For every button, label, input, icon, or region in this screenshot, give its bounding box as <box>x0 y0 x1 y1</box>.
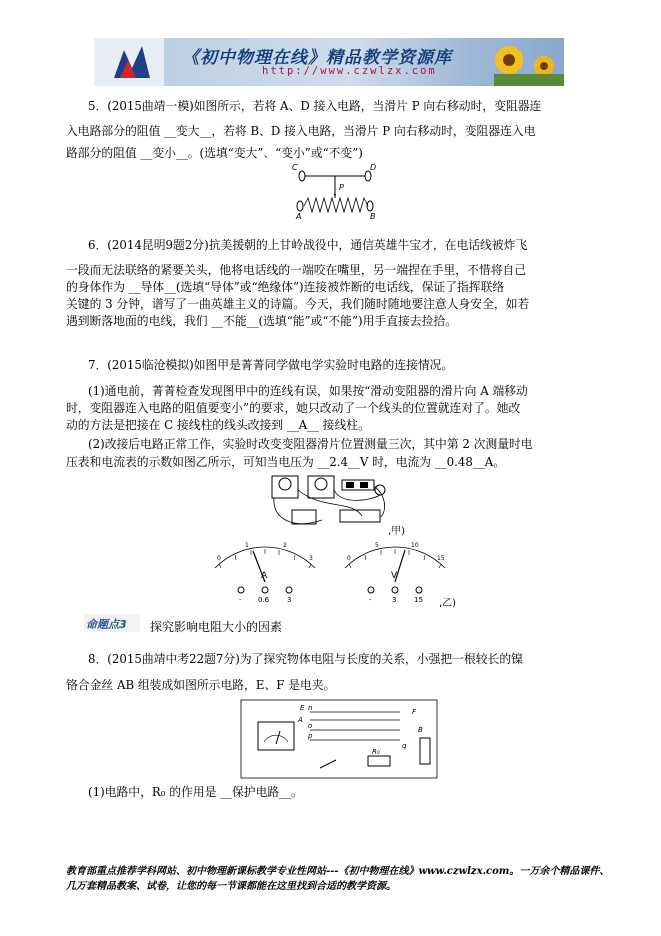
q5-line-1: 5．(2015曲靖一模)如图所示，若将 A、D 接入电路，当滑片 P 向右移动时，变阻器连 <box>88 99 542 113</box>
banner-title: 《初中物理在线》精品教学资源库 <box>182 48 452 68</box>
banner-url: http://www.czwlzx.com <box>262 65 437 77</box>
ammeter-terminal-06: 0.6 <box>258 596 270 604</box>
bulb-device <box>375 485 385 495</box>
label-c: C <box>292 163 298 172</box>
ammeter-dial <box>215 542 315 604</box>
q7-line-3: 时，变阻器连入电路的阻值要变小”的要求，她只改动了一个线头的位置就连对了。她改 <box>66 401 521 415</box>
voltmeter-tick-10: 10 <box>411 542 419 549</box>
resistor-r0 <box>368 756 390 766</box>
label-a: A <box>296 212 302 220</box>
ammeter-terminal-3: 3 <box>287 596 292 604</box>
ammeter-tick-3: 3 <box>309 555 313 562</box>
q8-line-2: 铬合金丝 AB 组装成如图所示电路，E、F 是电夹。 <box>66 678 336 692</box>
voltmeter-device <box>308 476 334 498</box>
voltmeter-tick-5: 5 <box>375 542 379 549</box>
voltmeter-terminal-minus: - <box>369 596 372 604</box>
ammeter-tick-0: 0 <box>217 555 221 562</box>
q7-line-1: 7．(2015临沧模拟)如图甲是菁菁同学做电学实验时电路的连接情况。 <box>88 358 454 372</box>
switch-q8 <box>320 760 336 768</box>
battery-q8 <box>420 738 430 764</box>
q7-line-6: 压表和电流表的示数如图乙所示，可知当电压为 __2.4__V 时，电流为 __0.48__A。 <box>66 455 506 469</box>
q8-line-3: (1)电路中，R₀ 的作用是 __保护电路__。 <box>88 785 303 799</box>
q7-line-2: (1)通电前，菁菁检查发现图甲中的连线有误，如果按“滑动变阻器的滑片向 A 端移动 <box>88 384 528 398</box>
q5-line-2: 入电路部分的阻值 __变大__，若将 B、D 接入电路，当滑片 P 向右移动时，变阻器连入电 <box>66 124 536 138</box>
ammeter-device <box>272 476 298 498</box>
voltmeter-terminal-15: 15 <box>414 596 423 604</box>
ammeter-device-q8 <box>258 722 294 750</box>
voltmeter-letter: V <box>391 571 398 581</box>
ammeter-tick-1: 1 <box>245 542 249 549</box>
label-q: q <box>402 742 407 750</box>
voltmeter-tick-0: 0 <box>347 555 351 562</box>
circuit-figure-jia <box>262 470 422 540</box>
q6-line-3: 的身体作为 __导体__(选填“导体”或“绝缘体”)连接被炸断的电话线，保证了指挥联络 <box>66 280 505 294</box>
q7-line-5: (2)改接后电路正常工作，实验时改变变阻器滑片位置测量三次，其中第 2 次测量时电 <box>88 437 533 451</box>
label-e: E <box>300 704 305 712</box>
q8-line-1: 8．(2015曲靖中考22题7分)为了探究物体电阻与长度的关系，小强把一根较长的镍 <box>88 652 523 666</box>
voltmeter-tick-15: 15 <box>437 555 445 562</box>
label-n: n <box>308 704 313 712</box>
q6-line-1: 6．(2014昆明9题2分)抗美援朝的上甘岭战役中，通信英雄牛宝才，在电话线被炸飞 <box>88 238 528 252</box>
ammeter-tick-2: 2 <box>283 542 287 549</box>
label-f: F <box>412 708 417 716</box>
circuit-figure-q8 <box>240 698 440 780</box>
label-b: B <box>370 212 376 220</box>
label-a-q8: A <box>298 716 303 724</box>
topic-title: 探究影响电阻大小的因素 <box>150 620 283 634</box>
ammeter-terminal-minus: - <box>239 596 242 604</box>
fig-jia-caption: ,甲) <box>388 526 406 537</box>
label-p-q8: p <box>308 732 313 740</box>
rheostat-device <box>340 510 380 522</box>
header-banner <box>94 38 564 86</box>
label-o: o <box>308 722 313 730</box>
footer-line-1: 教育部重点推荐学科网站、初中物理新课标教学专业性网站---《初中物理在线》www.czwlzx.com。一万余个精品课件、 <box>66 866 610 877</box>
q5-line-3: 路部分的阻值 __变小__。(选填“变大”、“变小”或“不变”) <box>66 146 363 160</box>
label-r0: R₀ <box>372 748 380 756</box>
footer-line-2: 几万套精品教案、试卷，让您的每一节课都能在这里找到合适的教学资源。 <box>66 881 396 892</box>
meters-figure-yi <box>205 538 475 608</box>
label-b-q8: B <box>418 726 423 734</box>
topic-badge <box>84 614 140 632</box>
ammeter-letter: A <box>261 571 268 581</box>
label-p: P <box>339 183 344 192</box>
voltmeter-dial <box>345 542 445 604</box>
rheostat-figure <box>290 160 380 220</box>
q6-line-5: 遇到断落地面的电线，我们 __不能__(选填“能”或“不能”)用手直接去捡拾。 <box>66 314 457 328</box>
q6-line-4: 关键的 3 分钟，谱写了一曲英雄主义的诗篇。今天，我们随时随地要注意人身安全，如若 <box>66 297 530 311</box>
topic-badge-text: 命题点3 <box>86 618 127 631</box>
label-d: D <box>370 163 377 172</box>
q7-line-4: 动的方法是把接在 C 接线柱的线头改接到 __A__ 接线柱。 <box>66 418 370 432</box>
voltmeter-terminal-3: 3 <box>392 596 397 604</box>
q6-line-2: 一段而无法联络的紧要关头，他将电话线的一端咬在嘴里，另一端捏在手里，不惜将自己 <box>66 263 527 277</box>
fig-yi-caption: ,乙) <box>439 598 457 608</box>
